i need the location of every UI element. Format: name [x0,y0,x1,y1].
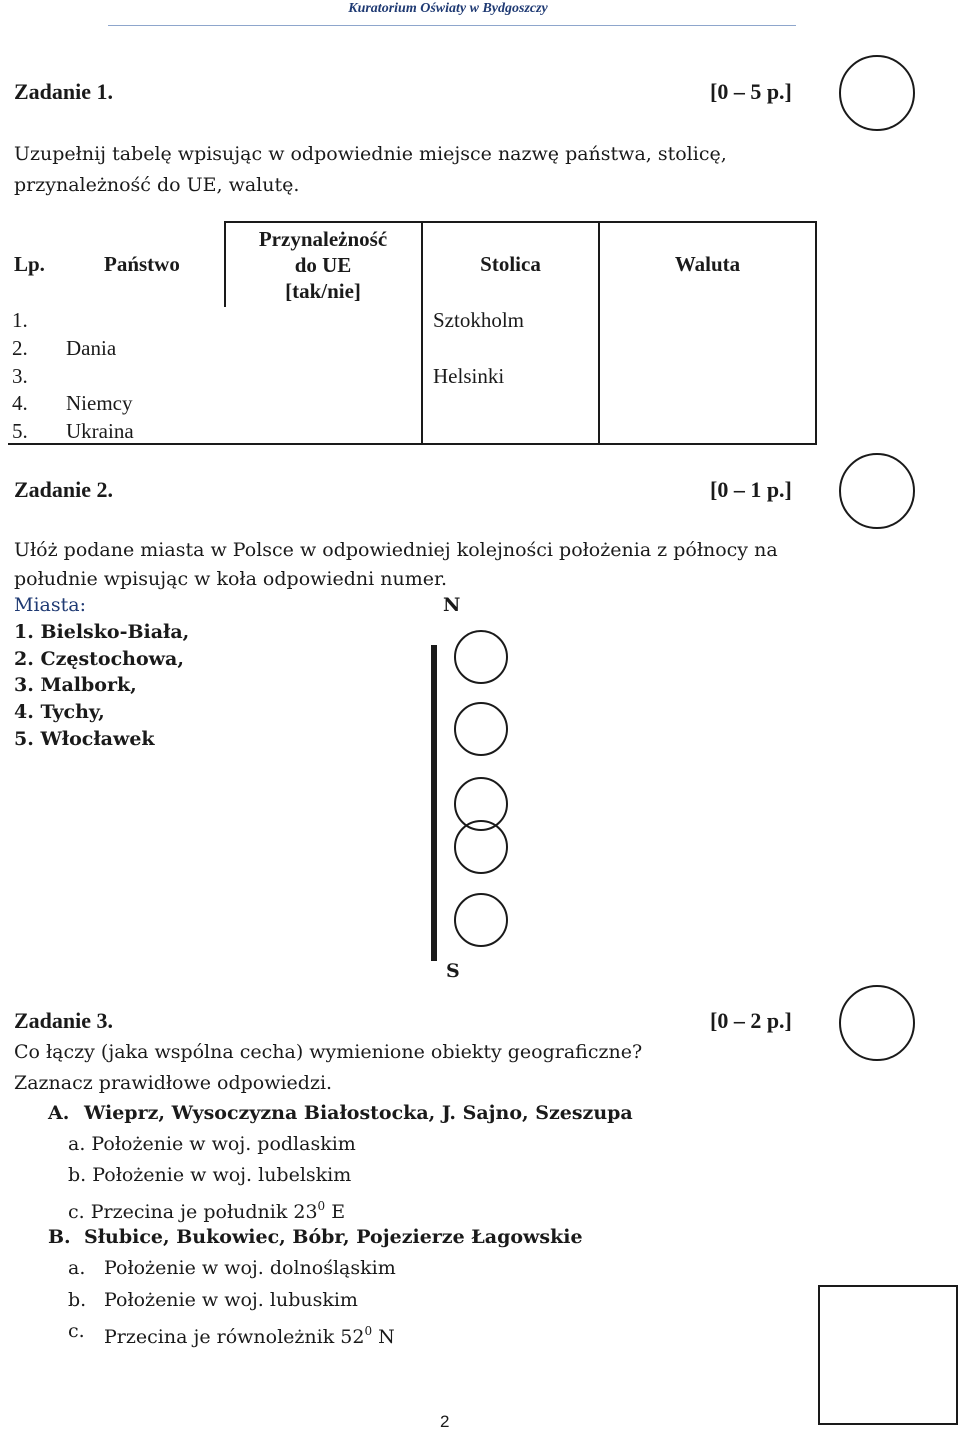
city-item: 2. Częstochowa, [14,648,184,670]
table-header-panstwo: Państwo [104,252,180,276]
header-divider [108,25,796,26]
task3-title: Zadanie 3. [14,1008,114,1033]
group-b-option-b[interactable] [68,1286,358,1315]
task1-instruction-line1: Uzupełnij tabelę wpisując w odpowiednie miejsce nazwę państwa, stolicę, [14,143,727,165]
city-item: 3. Malbork, [14,674,137,696]
task1-title: Zadanie 1. [14,79,114,104]
group-b-letter: B. [48,1226,71,1248]
task3-question: Co łączy (jaka wspólna cecha) wymienione obiekty geograficzne? [14,1041,643,1063]
task1-score-circle[interactable] [839,55,915,131]
table-cell-lp: 1. [12,308,28,332]
table-cell-panstwo: Dania [66,336,117,360]
group-a-text: Wieprz, Wysoczyzna Białostocka, J. Sajno, Szeszupa [84,1102,633,1124]
table-cell-lp: 4. [12,391,28,415]
order-circle-2[interactable] [454,702,508,756]
order-circle-5[interactable] [454,893,508,947]
table-row-2 [12,334,28,362]
header-title: Kuratorium Oświaty w Bydgoszczy [348,1,548,16]
table-header-lp: Lp. [14,252,45,276]
table-top-border [224,221,817,223]
table-cell-panstwo: Ukraina [66,419,134,443]
table-row-4 [12,389,28,417]
task3-score-circle[interactable] [839,985,915,1061]
degree-superscript: 0 [364,1324,373,1338]
table-cell-lp: 5. [12,419,28,443]
task2-points: [0 – 1 p.] [710,477,792,502]
table-cell-lp: 2. [12,336,28,360]
option-text [104,1317,395,1352]
table-header-ue-line1: Przynależność [258,227,388,251]
group-a-option-a[interactable]: a. Położenie w woj. podlaskim [68,1133,356,1155]
task2-instruction-line1: Ułóż podane miasta w Polsce w odpowiedniej kolejności położenia z północy na [14,539,778,561]
south-label: S [446,960,460,982]
task2-score-circle[interactable] [839,453,915,529]
task3-instruction: Zaznacz prawidłowe odpowiedzi. [14,1072,333,1094]
table-right-border [815,221,817,445]
table-header-waluta: Waluta [674,252,741,276]
task3-points: [0 – 2 p.] [710,1008,792,1033]
option-c-suffix: E [325,1201,346,1223]
option-letter: a. [68,1257,86,1279]
option-text: Położenie w woj. dolnośląskim [104,1257,396,1279]
order-circle-4[interactable] [454,820,508,874]
table-header-stolica: Stolica [480,252,541,276]
group-b-option-c[interactable] [68,1317,395,1348]
task2-instruction-line2: południe wpisując w koła odpowiedni numer. [14,568,448,590]
group-a-option-c[interactable] [68,1192,345,1227]
option-c-suffix: N [372,1326,395,1348]
city-item: 5. Włocławek [14,728,155,750]
task2-title: Zadanie 2. [14,477,114,502]
table-cell-stolica: Helsinki [433,364,505,388]
city-item: 4. Tychy, [14,701,105,723]
table-row-3 [12,362,28,390]
north-south-axis [431,645,437,961]
cities-label: Miasta: [14,594,86,616]
score-box[interactable] [818,1285,958,1425]
group-a-letter: A. [48,1102,70,1124]
option-letter: b. [68,1289,87,1311]
order-circle-1[interactable] [454,630,508,684]
page-number: 2 [440,1412,450,1431]
table-header-ue [226,226,420,304]
group-b-option-a[interactable] [68,1254,396,1283]
option-text: Położenie w woj. lubuskim [104,1289,358,1311]
table-row-1 [12,306,28,334]
task1-instruction-line2: przynależność do UE, walutę. [14,174,300,196]
option-c-text: Przecina je równoleżnik 52 [104,1326,365,1348]
degree-superscript: 0 [317,1199,326,1213]
north-label: N [443,594,461,616]
group-b-text: Słubice, Bukowiec, Bóbr, Pojezierze Łagowskie [84,1226,583,1248]
table-header-ue-line2: do UE [294,253,352,277]
option-c-text: c. Przecina je południk 23 [68,1201,318,1223]
task1-points: [0 – 5 p.] [710,79,792,104]
table-cell-stolica: Sztokholm [433,308,525,332]
table-header-ue-line3: [tak/nie] [285,279,361,303]
table-cell-lp: 3. [12,364,28,388]
option-letter: c. [68,1320,85,1342]
city-item: 1. Bielsko-Biała, [14,621,190,643]
table-row-5 [12,417,28,445]
table-cell-panstwo: Niemcy [66,391,133,415]
group-a-option-b[interactable]: b. Położenie w woj. lubelskim [68,1164,352,1186]
